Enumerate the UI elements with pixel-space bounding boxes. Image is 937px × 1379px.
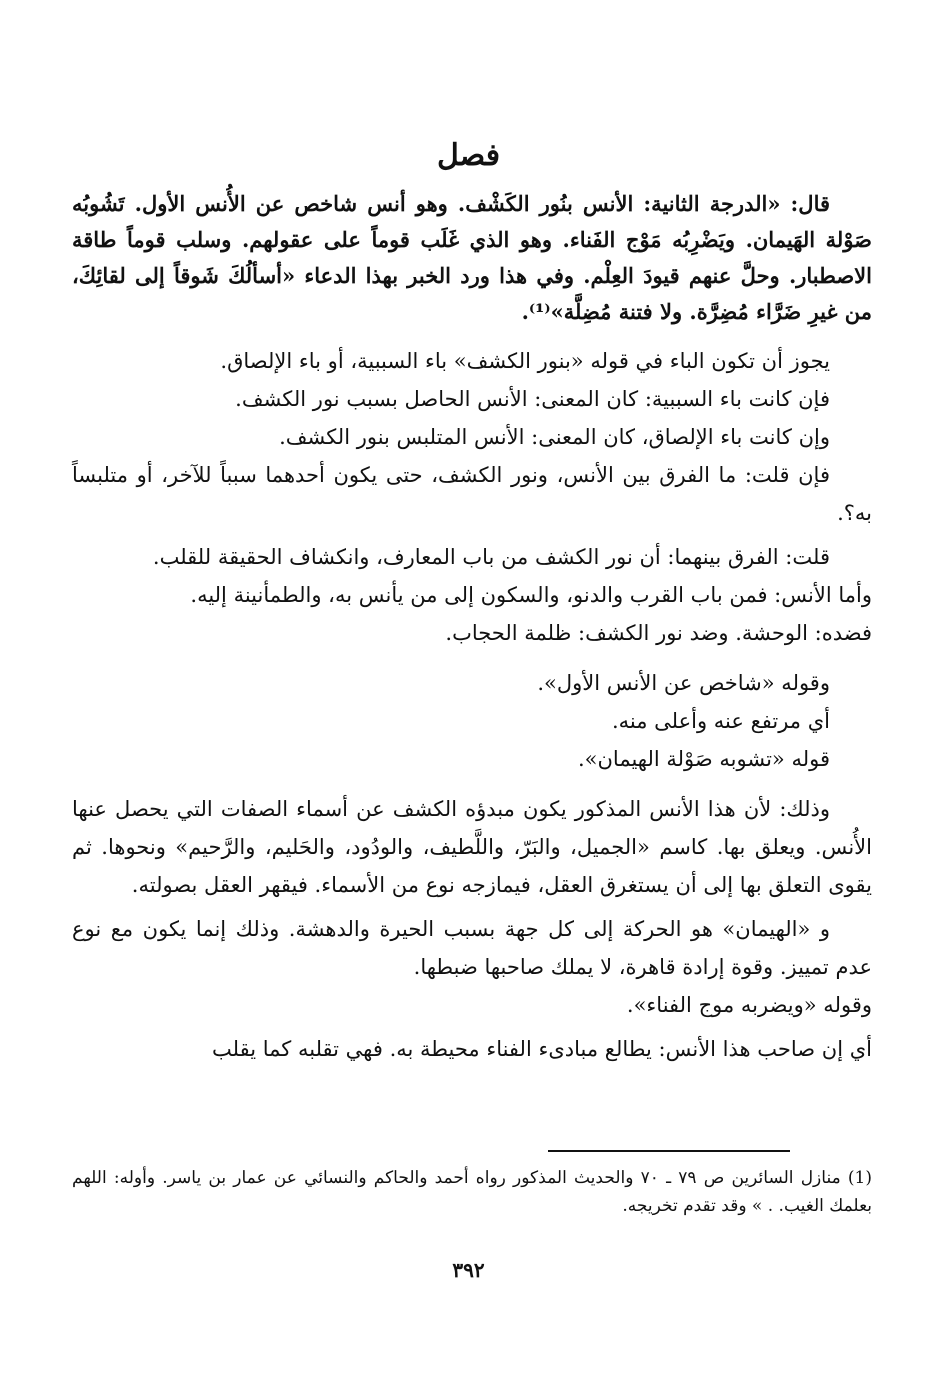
section-heading: فصل <box>436 138 501 173</box>
paragraph: وقوله «ويضربه موج الفناء». <box>626 993 872 1017</box>
paragraph: أي إن صاحب هذا الأنس: يطالع مبادىء الفناء محيطة به. فهي تقلبه كما يقلب <box>212 1037 872 1061</box>
quoted-paragraph: قال: «الدرجة الثانية: الأنس بنُور الكَشْف. وهو أنس شاخص عن الأُنس الأول. تَشُوبُه صَوْلة الهَيمان. ويَضْرِبُه مَوْج الفَناء. وهو الذي غَلَب قوماً على عقولهم. وسلب قوماً طاقة الاصطبار. وحلَّ عنهم قيودَ العِلْم. وفي هذا ورد الخبر بهذا الدعاء «أسألُكَ شَوقاً إلى لقائِكَ، من غيرِ ضَرَّاء مُضِرَّة. ولا فتنة مُضِلَّة»⁽¹⁾. <box>72 191 872 324</box>
paragraph: يجوز أن تكون الباء في قوله «بنور الكشف» باء السببية، أو باء الإلصاق. <box>220 349 830 373</box>
paragraph: أي مرتفع عنه وأعلى منه. <box>611 709 830 733</box>
paragraph: قلت: الفرق بينهما: أن نور الكشف من باب المعارف، وانكشاف الحقيقة للقلب. <box>152 545 830 569</box>
paragraph: وإن كانت باء الإلصاق، كان المعنى: الأنس المتلبس بنور الكشف. <box>279 425 830 449</box>
paragraph: و «الهيمان» هو الحركة إلى كل جهة بسبب الحيرة والدهشة. وذلك إنما يكون مع نوع عدم تمييز. وقوة إرادة قاهرة، لا يملك صاحبها ضبطها. <box>72 917 872 979</box>
paragraph: وذلك: لأن هذا الأنس المذكور يكون مبدؤه الكشف عن أسماء الصفات التي يحصل عنها الأُنس. ويعلق بها. كاسم «الجميل، والبَرّ، واللَّطيف، والودُود، والحَليم، والرَّحيم» ونحوها. ثم يقوى التعلق بها إلى أن يستغرق العقل، فيمازجه نوع من الأسماء. فيقهر العقل بصولته. <box>72 797 872 897</box>
paragraph: وأما الأنس: فمن باب القرب والدنو، والسكون إلى من يأنس به، والطمأنينة إليه. <box>190 583 872 607</box>
page-number: ٣٩٢ <box>452 1258 485 1282</box>
paragraph: فإن قلت: ما الفرق بين الأنس، ونور الكشف، حتى يكون أحدهما سبباً للآخر، أو متلبساً به؟. <box>72 463 872 525</box>
main-text <box>72 186 872 1068</box>
paragraph: وقوله «شاخص عن الأنس الأول». <box>537 671 830 695</box>
paragraph: فضده: الوحشة. وضد نور الكشف: ظلمة الحجاب. <box>445 621 872 645</box>
paragraph: فإن كانت باء السببية: كان المعنى: الأنس الحاصل بسبب نور الكشف. <box>235 387 830 411</box>
paragraph: قوله «تشوبه صَوْلة الهيمان». <box>577 747 830 771</box>
footnote: (1) منازل السائرين ص ٧٩ ـ ٧٠ والحديث المذكور رواه أحمد والحاكم والنسائي عن عمار بن ياسر. وأوله: اللهم بعلمك الغيب. . » وقد تقدم تخريجه. <box>72 1168 872 1216</box>
footnote-divider <box>548 1150 790 1152</box>
